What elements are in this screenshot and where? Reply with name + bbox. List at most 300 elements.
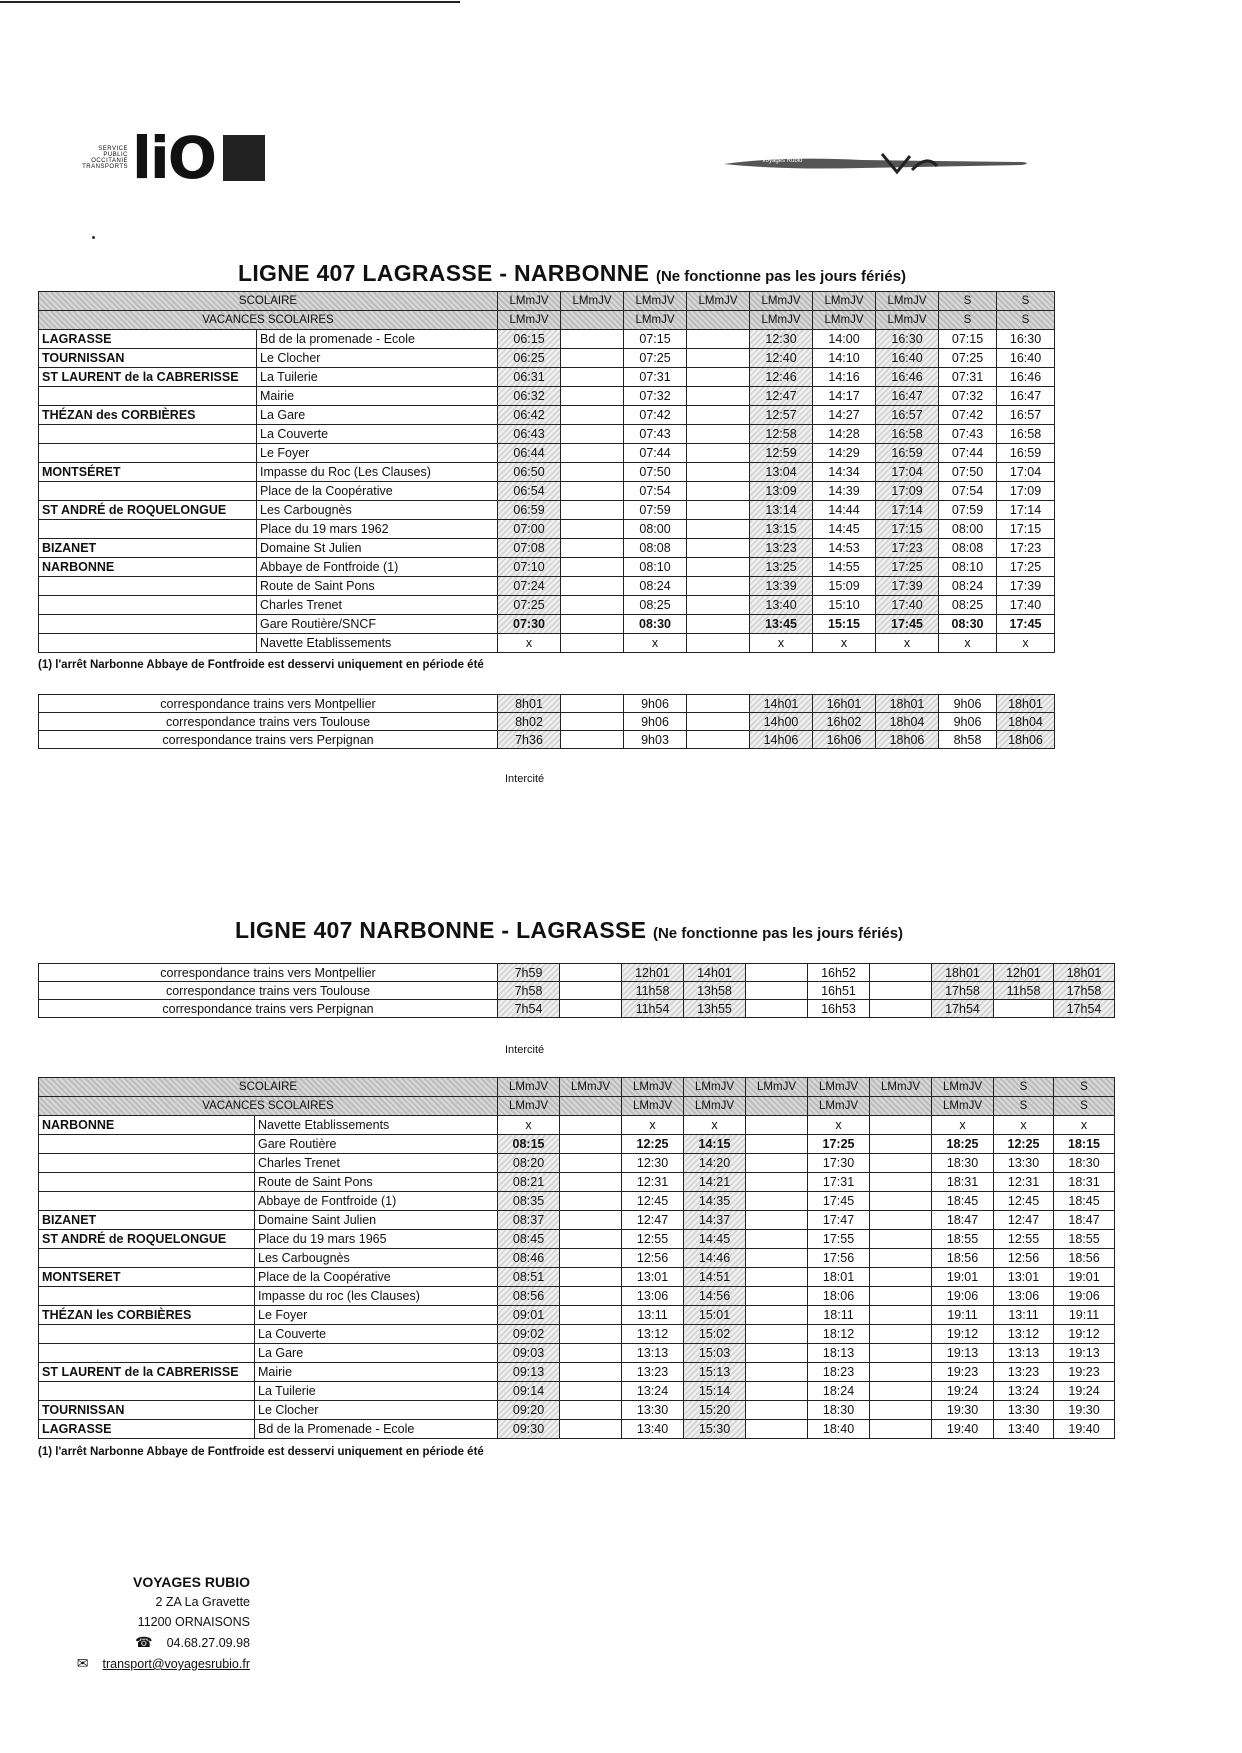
town-cell: THÉZAN les CORBIÈRES	[39, 1306, 255, 1325]
town-cell: MONTSERET	[39, 1268, 255, 1287]
time-cell: 16:30	[997, 330, 1055, 349]
time-cell	[560, 1287, 622, 1306]
time-cell: 12:55	[994, 1230, 1054, 1249]
town-cell	[39, 387, 257, 406]
day-header: S	[997, 311, 1055, 330]
time-cell: 08:45	[498, 1230, 560, 1249]
table2-title: LIGNE 407 NARBONNE - LAGRASSE (Ne fonctionne pas les jours fériés)	[235, 917, 904, 943]
company-email[interactable]: transport@voyagesrubio.fr	[102, 1657, 250, 1671]
time-cell: 14:27	[813, 406, 876, 425]
time-cell: 08:24	[624, 577, 687, 596]
time-cell: 09:01	[498, 1306, 560, 1325]
time-cell: x	[622, 1116, 684, 1135]
day-header: S	[994, 1078, 1054, 1097]
time-cell	[746, 1249, 808, 1268]
time-cell: 06:54	[498, 482, 561, 501]
stop-cell: La Tuilerie	[255, 1382, 498, 1401]
time-cell	[687, 425, 750, 444]
time-cell	[561, 425, 624, 444]
town-cell	[39, 1325, 255, 1344]
time-cell: 19:23	[1054, 1363, 1115, 1382]
connection-time	[746, 1000, 808, 1018]
connection-label: correspondance trains vers Toulouse	[39, 713, 498, 731]
table-row	[39, 1230, 1115, 1249]
table-row	[39, 615, 1055, 634]
stop-cell: Gare Routière/SNCF	[257, 615, 498, 634]
table1-title: LIGNE 407 LAGRASSE - NARBONNE (Ne fonctionne pas les jours fériés)	[238, 260, 907, 286]
time-cell: 13:24	[994, 1382, 1054, 1401]
time-cell: 14:20	[684, 1154, 746, 1173]
time-cell: 19:13	[1054, 1344, 1115, 1363]
connection-time: 14h01	[684, 964, 746, 982]
day-header	[687, 311, 750, 330]
time-cell	[870, 1230, 932, 1249]
time-cell	[687, 577, 750, 596]
town-cell	[39, 1344, 255, 1363]
day-header: LMmJV	[808, 1097, 870, 1116]
time-cell: 13:09	[750, 482, 813, 501]
time-cell	[687, 520, 750, 539]
time-cell	[870, 1363, 932, 1382]
time-cell: 07:59	[939, 501, 997, 520]
day-header: LMmJV	[498, 311, 561, 330]
stop-cell: Les Carbougnès	[255, 1249, 498, 1268]
connection-label: correspondance trains vers Montpellier	[39, 695, 498, 713]
time-cell: 17:39	[876, 577, 939, 596]
timetable-narbonne-lagrasse	[38, 1077, 1115, 1439]
mail-icon: ✉	[76, 1655, 89, 1671]
time-cell: 08:30	[624, 615, 687, 634]
time-cell: 18:30	[808, 1401, 870, 1420]
table-row	[39, 1154, 1115, 1173]
time-cell: x	[808, 1116, 870, 1135]
time-cell: 16:47	[876, 387, 939, 406]
time-cell: 14:21	[684, 1173, 746, 1192]
town-cell	[39, 577, 257, 596]
day-header	[560, 1097, 622, 1116]
table-row	[39, 444, 1055, 463]
time-cell: 06:31	[498, 368, 561, 387]
time-cell: 13:01	[622, 1268, 684, 1287]
time-cell	[746, 1268, 808, 1287]
day-header: LMmJV	[876, 292, 939, 311]
connection-time: 17h58	[1054, 982, 1115, 1000]
day-header: LMmJV	[498, 1097, 560, 1116]
time-cell: 17:25	[876, 558, 939, 577]
town-cell	[39, 634, 257, 653]
time-cell: 09:03	[498, 1344, 560, 1363]
time-cell: 13:04	[750, 463, 813, 482]
time-cell: 15:20	[684, 1401, 746, 1420]
time-cell: 18:06	[808, 1287, 870, 1306]
stop-cell: La Couverte	[257, 425, 498, 444]
time-cell: 16:59	[997, 444, 1055, 463]
table-row	[39, 425, 1055, 444]
town-cell	[39, 1135, 255, 1154]
time-cell: 12:45	[622, 1192, 684, 1211]
time-cell: 13:13	[622, 1344, 684, 1363]
time-cell	[561, 596, 624, 615]
header-row-vacances	[39, 1097, 1115, 1116]
stop-cell: Le Foyer	[255, 1306, 498, 1325]
time-cell: 17:23	[997, 539, 1055, 558]
time-cell: 13:40	[750, 596, 813, 615]
table1-intercite-label: Intercité	[505, 773, 545, 785]
time-cell: 12:56	[622, 1249, 684, 1268]
connection-time	[994, 1000, 1054, 1018]
time-cell: 18:15	[1054, 1135, 1115, 1154]
time-cell: x	[939, 634, 997, 653]
time-cell: 12:25	[622, 1135, 684, 1154]
time-cell: 17:56	[808, 1249, 870, 1268]
connection-time: 17h54	[1054, 1000, 1115, 1018]
time-cell	[560, 1344, 622, 1363]
time-cell: 08:35	[498, 1192, 560, 1211]
connection-time	[560, 982, 622, 1000]
time-cell	[870, 1420, 932, 1439]
time-cell: 12:31	[994, 1173, 1054, 1192]
time-cell: x	[750, 634, 813, 653]
connection-time	[687, 695, 750, 713]
table-row	[39, 482, 1055, 501]
connection-time	[560, 1000, 622, 1018]
time-cell: 14:10	[813, 349, 876, 368]
connection-time: 17h58	[932, 982, 994, 1000]
time-cell	[687, 558, 750, 577]
time-cell	[746, 1173, 808, 1192]
day-header: LMmJV	[813, 311, 876, 330]
time-cell	[746, 1401, 808, 1420]
table-row	[39, 1135, 1115, 1154]
company-phone: 04.68.27.09.98	[166, 1636, 250, 1650]
time-cell	[746, 1287, 808, 1306]
time-cell	[746, 1420, 808, 1439]
town-cell: ST ANDRÉ de ROQUELONGUE	[39, 501, 257, 520]
lio-logo	[70, 124, 265, 192]
time-cell: 17:23	[876, 539, 939, 558]
time-cell	[561, 539, 624, 558]
connection-time: 18h04	[997, 713, 1055, 731]
town-cell	[39, 615, 257, 634]
time-cell	[746, 1211, 808, 1230]
time-cell	[687, 330, 750, 349]
timetable-lagrasse-narbonne	[38, 291, 1055, 653]
stop-cell: Bd de la promenade - Ecole	[257, 330, 498, 349]
table-row	[39, 1382, 1115, 1401]
time-cell: 16:59	[876, 444, 939, 463]
time-cell	[870, 1249, 932, 1268]
time-cell: 13:13	[994, 1344, 1054, 1363]
time-cell	[687, 387, 750, 406]
time-cell: 07:24	[498, 577, 561, 596]
time-cell: 19:12	[932, 1325, 994, 1344]
time-cell	[687, 634, 750, 653]
time-cell: 18:55	[932, 1230, 994, 1249]
connection-time: 16h06	[813, 731, 876, 749]
time-cell: 13:23	[622, 1363, 684, 1382]
connection-time: 18h04	[876, 713, 939, 731]
time-cell	[560, 1268, 622, 1287]
time-cell	[561, 387, 624, 406]
connection-time: 9h03	[624, 731, 687, 749]
connection-time	[560, 964, 622, 982]
lio-wordmark: liO	[132, 124, 216, 192]
time-cell: 07:15	[624, 330, 687, 349]
stop-cell: Domaine Saint Julien	[255, 1211, 498, 1230]
table1-footnote: (1) l'arrêt Narbonne Abbaye de Fontfroide est desservi uniquement en période été	[38, 659, 484, 671]
time-cell: 17:47	[808, 1211, 870, 1230]
time-cell: 15:09	[813, 577, 876, 596]
table-row	[39, 1363, 1115, 1382]
time-cell	[561, 501, 624, 520]
time-cell: 07:50	[939, 463, 997, 482]
time-cell: 19:13	[932, 1344, 994, 1363]
time-cell	[560, 1192, 622, 1211]
time-cell: 17:40	[997, 596, 1055, 615]
time-cell: 13:06	[622, 1287, 684, 1306]
time-cell: 12:40	[750, 349, 813, 368]
time-cell: 13:25	[750, 558, 813, 577]
connection-time: 14h01	[750, 695, 813, 713]
day-header: LMmJV	[560, 1078, 622, 1097]
table-row	[39, 1401, 1115, 1420]
time-cell	[560, 1401, 622, 1420]
connection-label: correspondance trains vers Toulouse	[39, 982, 498, 1000]
town-cell	[39, 596, 257, 615]
time-cell: 16:46	[997, 368, 1055, 387]
time-cell: 07:44	[624, 444, 687, 463]
stray-dot	[92, 236, 95, 239]
time-cell	[560, 1135, 622, 1154]
time-cell: 06:25	[498, 349, 561, 368]
day-header: LMmJV	[684, 1097, 746, 1116]
time-cell	[870, 1287, 932, 1306]
time-cell: 18:31	[1054, 1173, 1115, 1192]
time-cell: 17:45	[876, 615, 939, 634]
town-cell: THÉZAN des CORBIÈRES	[39, 406, 257, 425]
time-cell	[560, 1325, 622, 1344]
time-cell: 15:01	[684, 1306, 746, 1325]
time-cell: 19:01	[1054, 1268, 1115, 1287]
time-cell: 18:25	[932, 1135, 994, 1154]
time-cell: x	[624, 634, 687, 653]
time-cell: 13:30	[622, 1401, 684, 1420]
time-cell: 17:15	[876, 520, 939, 539]
connection-time: 7h58	[498, 982, 560, 1000]
time-cell	[870, 1135, 932, 1154]
time-cell	[561, 463, 624, 482]
connection-row	[39, 713, 1055, 731]
connection-time: 14h00	[750, 713, 813, 731]
table-row	[39, 1211, 1115, 1230]
time-cell: 17:14	[997, 501, 1055, 520]
time-cell	[560, 1249, 622, 1268]
time-cell	[870, 1173, 932, 1192]
vacances-label: VACANCES SCOLAIRES	[39, 311, 498, 330]
connection-time: 18h01	[876, 695, 939, 713]
time-cell: 19:24	[932, 1382, 994, 1401]
day-header	[870, 1097, 932, 1116]
time-cell	[687, 615, 750, 634]
connection-row	[39, 695, 1055, 713]
table-row	[39, 1287, 1115, 1306]
time-cell: 12:57	[750, 406, 813, 425]
time-cell: 13:12	[994, 1325, 1054, 1344]
time-cell: 18:13	[808, 1344, 870, 1363]
time-cell	[561, 558, 624, 577]
time-cell: 13:11	[994, 1306, 1054, 1325]
connection-time: 9h06	[939, 713, 997, 731]
table-row	[39, 634, 1055, 653]
connection-time: 18h01	[1054, 964, 1115, 982]
time-cell: 14:34	[813, 463, 876, 482]
time-cell: 14:29	[813, 444, 876, 463]
time-cell: 15:13	[684, 1363, 746, 1382]
day-header: LMmJV	[561, 292, 624, 311]
company-address-line1: 2 ZA La Gravette	[155, 1595, 250, 1609]
time-cell: 08:21	[498, 1173, 560, 1192]
connection-time: 16h53	[808, 1000, 870, 1018]
time-cell: 13:39	[750, 577, 813, 596]
connection-time: 16h02	[813, 713, 876, 731]
connection-label: correspondance trains vers Perpignan	[39, 731, 498, 749]
stop-cell: Abbaye de Fontfroide (1)	[257, 558, 498, 577]
time-cell: 07:43	[624, 425, 687, 444]
day-header: LMmJV	[876, 311, 939, 330]
time-cell	[870, 1401, 932, 1420]
connection-time: 11h58	[622, 982, 684, 1000]
time-cell: 13:12	[622, 1325, 684, 1344]
time-cell: 16:30	[876, 330, 939, 349]
time-cell: 14:39	[813, 482, 876, 501]
time-cell: 14:55	[813, 558, 876, 577]
town-cell: MONTSÉRET	[39, 463, 257, 482]
stop-cell: Place du 19 mars 1965	[255, 1230, 498, 1249]
connection-time	[687, 731, 750, 749]
day-header: S	[997, 292, 1055, 311]
time-cell: 12:56	[994, 1249, 1054, 1268]
scolaire-label: SCOLAIRE	[39, 292, 498, 311]
town-cell: BIZANET	[39, 1211, 255, 1230]
table-row	[39, 1344, 1115, 1363]
time-cell: 17:04	[876, 463, 939, 482]
time-cell: 18:12	[808, 1325, 870, 1344]
time-cell	[561, 349, 624, 368]
time-cell: 06:42	[498, 406, 561, 425]
time-cell	[561, 615, 624, 634]
stop-cell: Abbaye de Fontfroide (1)	[255, 1192, 498, 1211]
time-cell	[561, 520, 624, 539]
town-cell: LAGRASSE	[39, 1420, 255, 1439]
time-cell: 13:30	[994, 1401, 1054, 1420]
time-cell: 17:09	[876, 482, 939, 501]
time-cell: 06:59	[498, 501, 561, 520]
stop-cell: La Gare	[255, 1344, 498, 1363]
stop-cell: Route de Saint Pons	[257, 577, 498, 596]
time-cell	[561, 577, 624, 596]
stop-cell: Navette Etablissements	[257, 634, 498, 653]
time-cell: x	[1054, 1116, 1115, 1135]
time-cell: 06:32	[498, 387, 561, 406]
town-cell	[39, 444, 257, 463]
voyages-rubio-logo	[722, 150, 1034, 176]
time-cell: 08:00	[624, 520, 687, 539]
time-cell: 13:23	[750, 539, 813, 558]
time-cell: 07:54	[624, 482, 687, 501]
time-cell	[561, 634, 624, 653]
stop-cell: Le Clocher	[255, 1401, 498, 1420]
company-address-line2: 11200 ORNAISONS	[137, 1615, 250, 1629]
time-cell: 14:00	[813, 330, 876, 349]
time-cell: 08:51	[498, 1268, 560, 1287]
stop-cell: Impasse du roc (les Clauses)	[255, 1287, 498, 1306]
day-header: LMmJV	[624, 292, 687, 311]
time-cell	[746, 1306, 808, 1325]
time-cell: 09:13	[498, 1363, 560, 1382]
time-cell	[870, 1268, 932, 1287]
time-cell	[561, 444, 624, 463]
stop-cell: La Tuilerie	[257, 368, 498, 387]
connection-time: 8h01	[498, 695, 561, 713]
connection-time	[870, 1000, 932, 1018]
time-cell: 18:11	[808, 1306, 870, 1325]
town-cell: BIZANET	[39, 539, 257, 558]
connection-time	[561, 695, 624, 713]
time-cell: 07:50	[624, 463, 687, 482]
time-cell: 17:45	[997, 615, 1055, 634]
time-cell: 08:08	[939, 539, 997, 558]
town-cell	[39, 1382, 255, 1401]
time-cell: 16:57	[876, 406, 939, 425]
time-cell	[746, 1363, 808, 1382]
time-cell	[561, 368, 624, 387]
header-row-scolaire	[39, 1078, 1115, 1097]
time-cell: 07:42	[939, 406, 997, 425]
stop-cell: Place du 19 mars 1962	[257, 520, 498, 539]
day-header: LMmJV	[750, 311, 813, 330]
stop-cell: Les Carbougnès	[257, 501, 498, 520]
time-cell	[687, 482, 750, 501]
time-cell: 12:59	[750, 444, 813, 463]
time-cell: 12:31	[622, 1173, 684, 1192]
time-cell: 07:43	[939, 425, 997, 444]
connection-row	[39, 1000, 1115, 1018]
time-cell: x	[684, 1116, 746, 1135]
time-cell: 13:14	[750, 501, 813, 520]
vacances-label: VACANCES SCOLAIRES	[39, 1097, 498, 1116]
connection-label: correspondance trains vers Perpignan	[39, 1000, 498, 1018]
time-cell: 13:23	[994, 1363, 1054, 1382]
time-cell: 07:10	[498, 558, 561, 577]
time-cell	[746, 1135, 808, 1154]
time-cell	[870, 1154, 932, 1173]
connection-time	[870, 982, 932, 1000]
time-cell	[870, 1344, 932, 1363]
time-cell: 08:15	[498, 1135, 560, 1154]
time-cell: 17:39	[997, 577, 1055, 596]
table-row	[39, 558, 1055, 577]
time-cell: 18:56	[932, 1249, 994, 1268]
time-cell: 17:55	[808, 1230, 870, 1249]
time-cell: x	[813, 634, 876, 653]
table-row	[39, 1306, 1115, 1325]
occitanie-emblem-icon	[223, 135, 265, 181]
time-cell: 08:25	[939, 596, 997, 615]
connection-time: 16h01	[813, 695, 876, 713]
time-cell: 08:20	[498, 1154, 560, 1173]
day-header: LMmJV	[684, 1078, 746, 1097]
time-cell: 07:59	[624, 501, 687, 520]
